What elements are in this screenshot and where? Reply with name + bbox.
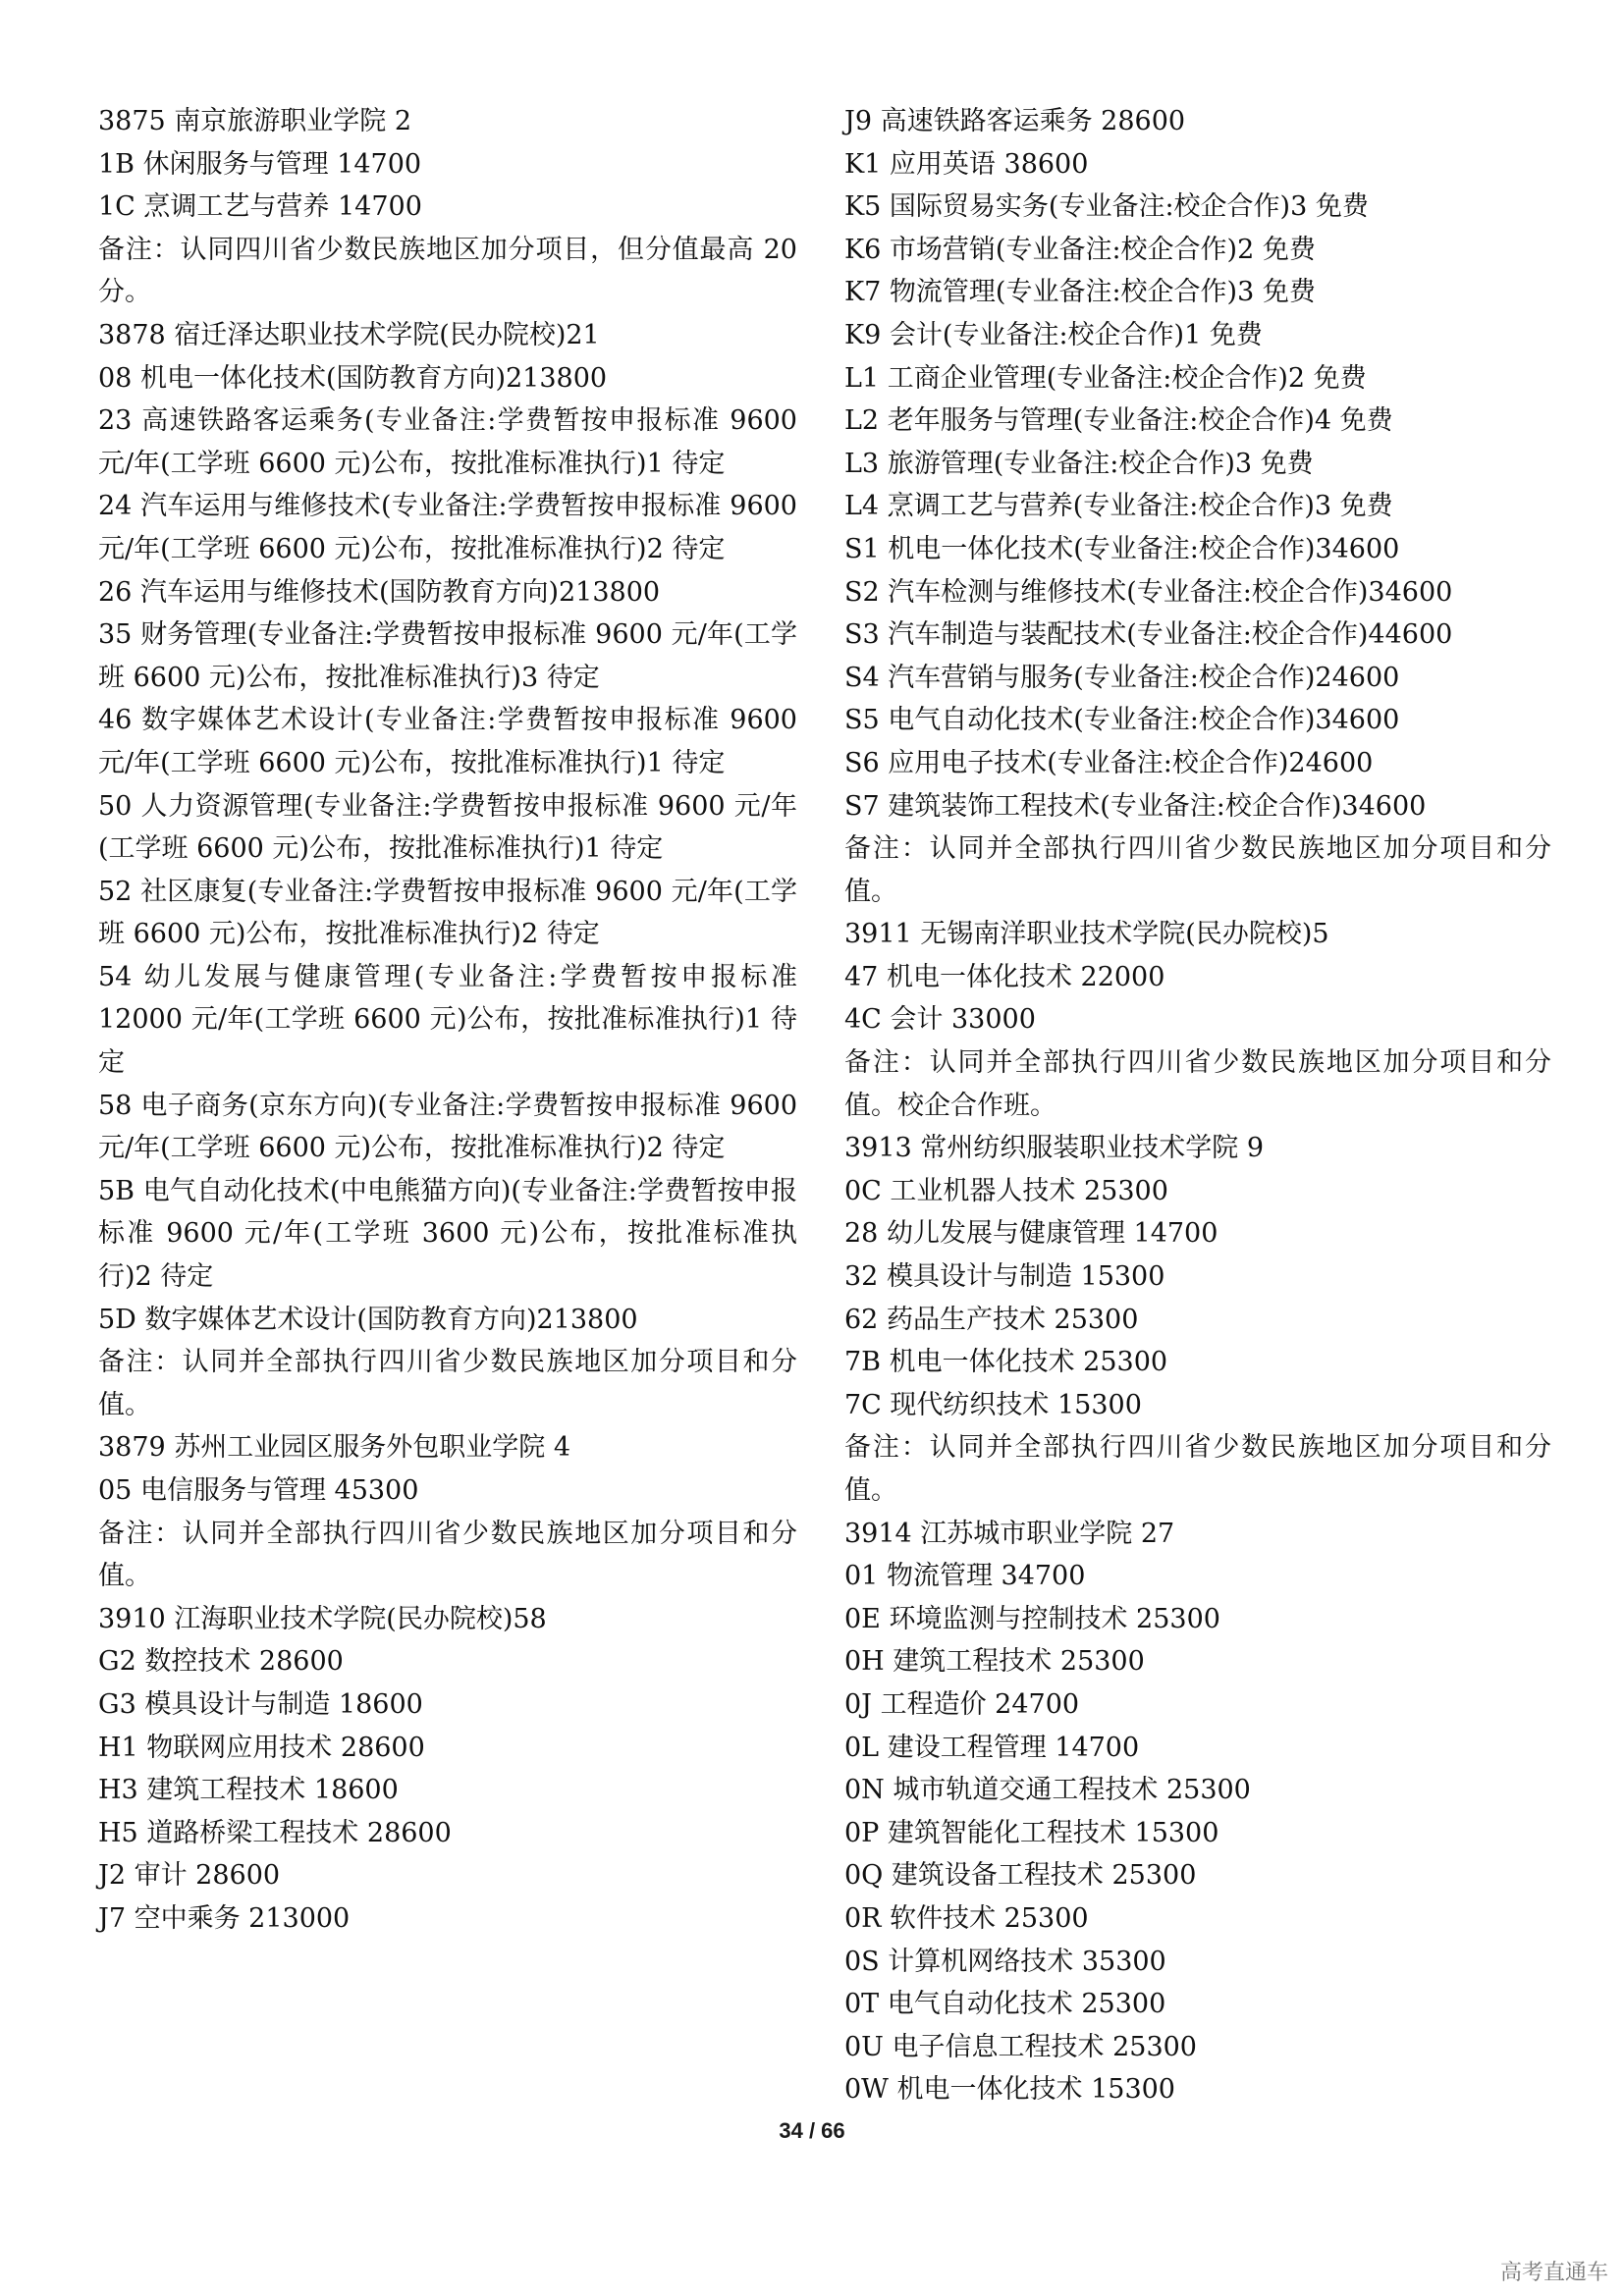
note-entry: 备注：认同并全部执行四川省少数民族地区加分项目和分值。 [98, 1518, 797, 1592]
school-entry: 3879 苏州工业园区服务外包职业学院 4 [98, 1432, 571, 1464]
major-entry: 0Q 建筑设备工程技术 25300 [844, 1860, 1197, 1892]
major-entry: S7 建筑装饰工程技术(专业备注:校企合作)34600 [844, 790, 1427, 822]
major-entry: 05 电信服务与管理 45300 [98, 1475, 419, 1506]
major-entry: S4 汽车营销与服务(专业备注:校企合作)24600 [844, 662, 1400, 693]
major-entry: 01 物流管理 34700 [844, 1561, 1086, 1592]
note-entry: 备注：认同并全部执行四川省少数民族地区加分项目和分值。校企合作班。 [844, 1047, 1551, 1121]
major-entry: 47 机电一体化技术 22000 [844, 961, 1165, 992]
major-entry: 0P 建筑智能化工程技术 15300 [844, 1817, 1219, 1848]
school-entry: 3914 江苏城市职业学院 27 [844, 1518, 1175, 1549]
major-entry: G3 模具设计与制造 18600 [98, 1688, 423, 1720]
note-entry: 备注：认同并全部执行四川省少数民族地区加分项目和分值。 [844, 1432, 1551, 1506]
major-entry: 24 汽车运用与维修技术(专业备注:学费暂按申报标准 9600 元/年(工学班 6600 元)公布，按批准标准执行)2 待定 [98, 491, 797, 564]
major-entry: 23 高速铁路客运乘务(专业备注:学费暂按申报标准 9600 元/年(工学班 6600 元)公布，按批准标准执行)1 待定 [98, 405, 797, 479]
major-entry: 0N 城市轨道交通工程技术 25300 [844, 1775, 1251, 1806]
major-entry: L3 旅游管理(专业备注:校企合作)3 免费 [844, 448, 1314, 479]
school-entry: 3910 江海职业技术学院(民办院校)58 [98, 1603, 547, 1634]
major-entry: K6 市场营销(专业备注:校企合作)2 免费 [844, 234, 1316, 265]
major-entry: 7B 机电一体化技术 25300 [844, 1347, 1168, 1378]
major-entry: L1 工商企业管理(专业备注:校企合作)2 免费 [844, 362, 1367, 394]
major-entry: 0H 建筑工程技术 25300 [844, 1646, 1145, 1678]
major-entry: 4C 会计 33000 [844, 1004, 1036, 1036]
major-entry: S2 汽车检测与维修技术(专业备注:校企合作)34600 [844, 576, 1453, 608]
note-entry: 备注：认同并全部执行四川省少数民族地区加分项目和分值。 [98, 1347, 797, 1420]
major-entry: H5 道路桥梁工程技术 28600 [98, 1817, 452, 1848]
major-entry: S3 汽车制造与装配技术(专业备注:校企合作)44600 [844, 619, 1453, 651]
major-entry: S6 应用电子技术(专业备注:校企合作)24600 [844, 747, 1374, 778]
major-entry: H3 建筑工程技术 18600 [98, 1775, 399, 1806]
major-entry: 1B 休闲服务与管理 14700 [98, 148, 422, 180]
major-entry: 58 电子商务(京东方向)(专业备注:学费暂按申报标准 9600 元/年(工学班 6600 元)公布，按批准标准执行)2 待定 [98, 1090, 797, 1164]
major-entry: K7 物流管理(专业备注:校企合作)3 免费 [844, 277, 1316, 308]
major-entry: K1 应用英语 38600 [844, 148, 1089, 180]
page-number: 34 / 66 [779, 2118, 845, 2143]
note-entry: 备注：认同四川省少数民族地区加分项目，但分值最高 20 分。 [98, 234, 797, 308]
major-entry: 0L 建设工程管理 14700 [844, 1732, 1140, 1763]
major-entry: 0J 工程造价 24700 [844, 1688, 1080, 1720]
major-entry: 08 机电一体化技术(国防教育方向)213800 [98, 362, 608, 394]
major-entry: 0W 机电一体化技术 15300 [844, 2074, 1175, 2106]
major-entry: 5D 数字媒体艺术设计(国防教育方向)213800 [98, 1304, 638, 1335]
major-entry: 54 幼儿发展与健康管理(专业备注:学费暂按申报标准 12000 元/年(工学班 6600 元)公布，按批准标准执行)1 待定 [98, 961, 797, 1079]
note-entry: 备注：认同并全部执行四川省少数民族地区加分项目和分值。 [844, 833, 1551, 907]
watermark: 高考直通车 [1499, 2261, 1608, 2285]
major-entry: 5B 电气自动化技术(中电熊猫方向)(专业备注:学费暂按申报标准 9600 元/年(工学班 3600 元)公布，按批准标准执行)2 待定 [98, 1175, 797, 1293]
school-entry: 3878 宿迁泽达职业技术学院(民办院校)21 [98, 319, 600, 350]
major-entry: K9 会计(专业备注:校企合作)1 免费 [844, 319, 1263, 350]
right-column [844, 100, 1551, 2111]
major-entry: 46 数字媒体艺术设计(专业备注:学费暂按申报标准 9600 元/年(工学班 6600 元)公布，按批准标准执行)1 待定 [98, 705, 797, 778]
major-entry: J2 审计 28600 [98, 1860, 281, 1892]
major-entry: 0T 电气自动化技术 25300 [844, 1989, 1166, 2020]
major-entry: S1 机电一体化技术(专业备注:校企合作)34600 [844, 533, 1400, 564]
major-entry: G2 数控技术 28600 [98, 1646, 344, 1678]
major-entry: 62 药品生产技术 25300 [844, 1304, 1139, 1335]
major-entry: 28 幼儿发展与健康管理 14700 [844, 1218, 1218, 1250]
major-entry: 26 汽车运用与维修技术(国防教育方向)213800 [98, 576, 661, 608]
major-entry: 0R 软件技术 25300 [844, 1902, 1089, 1934]
major-entry: 0E 环境监测与控制技术 25300 [844, 1603, 1220, 1634]
major-entry: K5 国际贸易实务(专业备注:校企合作)3 免费 [844, 191, 1369, 223]
major-entry: S5 电气自动化技术(专业备注:校企合作)34600 [844, 705, 1400, 736]
major-entry: 35 财务管理(专业备注:学费暂按申报标准 9600 元/年(工学班 6600 元)公布，按批准标准执行)3 待定 [98, 619, 797, 693]
major-entry: 7C 现代纺织技术 15300 [844, 1389, 1142, 1420]
major-entry: 0S 计算机网络技术 35300 [844, 1946, 1166, 1977]
school-entry: 3911 无锡南洋职业技术学院(民办院校)5 [844, 919, 1329, 950]
school-entry: 3875 南京旅游职业学院 2 [98, 106, 412, 136]
major-entry: 0U 电子信息工程技术 25300 [844, 2031, 1197, 2062]
major-entry: L2 老年服务与管理(专业备注:校企合作)4 免费 [844, 405, 1393, 437]
major-entry: H1 物联网应用技术 28600 [98, 1732, 425, 1763]
major-entry: 50 人力资源管理(专业备注:学费暂按申报标准 9600 元/年(工学班 6600 元)公布，按批准标准执行)1 待定 [98, 790, 797, 865]
major-entry: 32 模具设计与制造 15300 [844, 1261, 1165, 1293]
school-entry: 3913 常州纺织服装职业技术学院 9 [844, 1133, 1265, 1164]
major-entry: 0C 工业机器人技术 25300 [844, 1175, 1168, 1206]
major-entry: L4 烹调工艺与营养(专业备注:校企合作)3 免费 [844, 491, 1393, 522]
left-column [98, 100, 797, 1941]
major-entry: J9 高速铁路客运乘务 28600 [844, 106, 1186, 136]
major-entry: J7 空中乘务 213000 [98, 1902, 351, 1934]
major-entry: 52 社区康复(专业备注:学费暂按申报标准 9600 元/年(工学班 6600 元)公布，按批准标准执行)2 待定 [98, 876, 797, 950]
major-entry: 1C 烹调工艺与营养 14700 [98, 191, 422, 223]
